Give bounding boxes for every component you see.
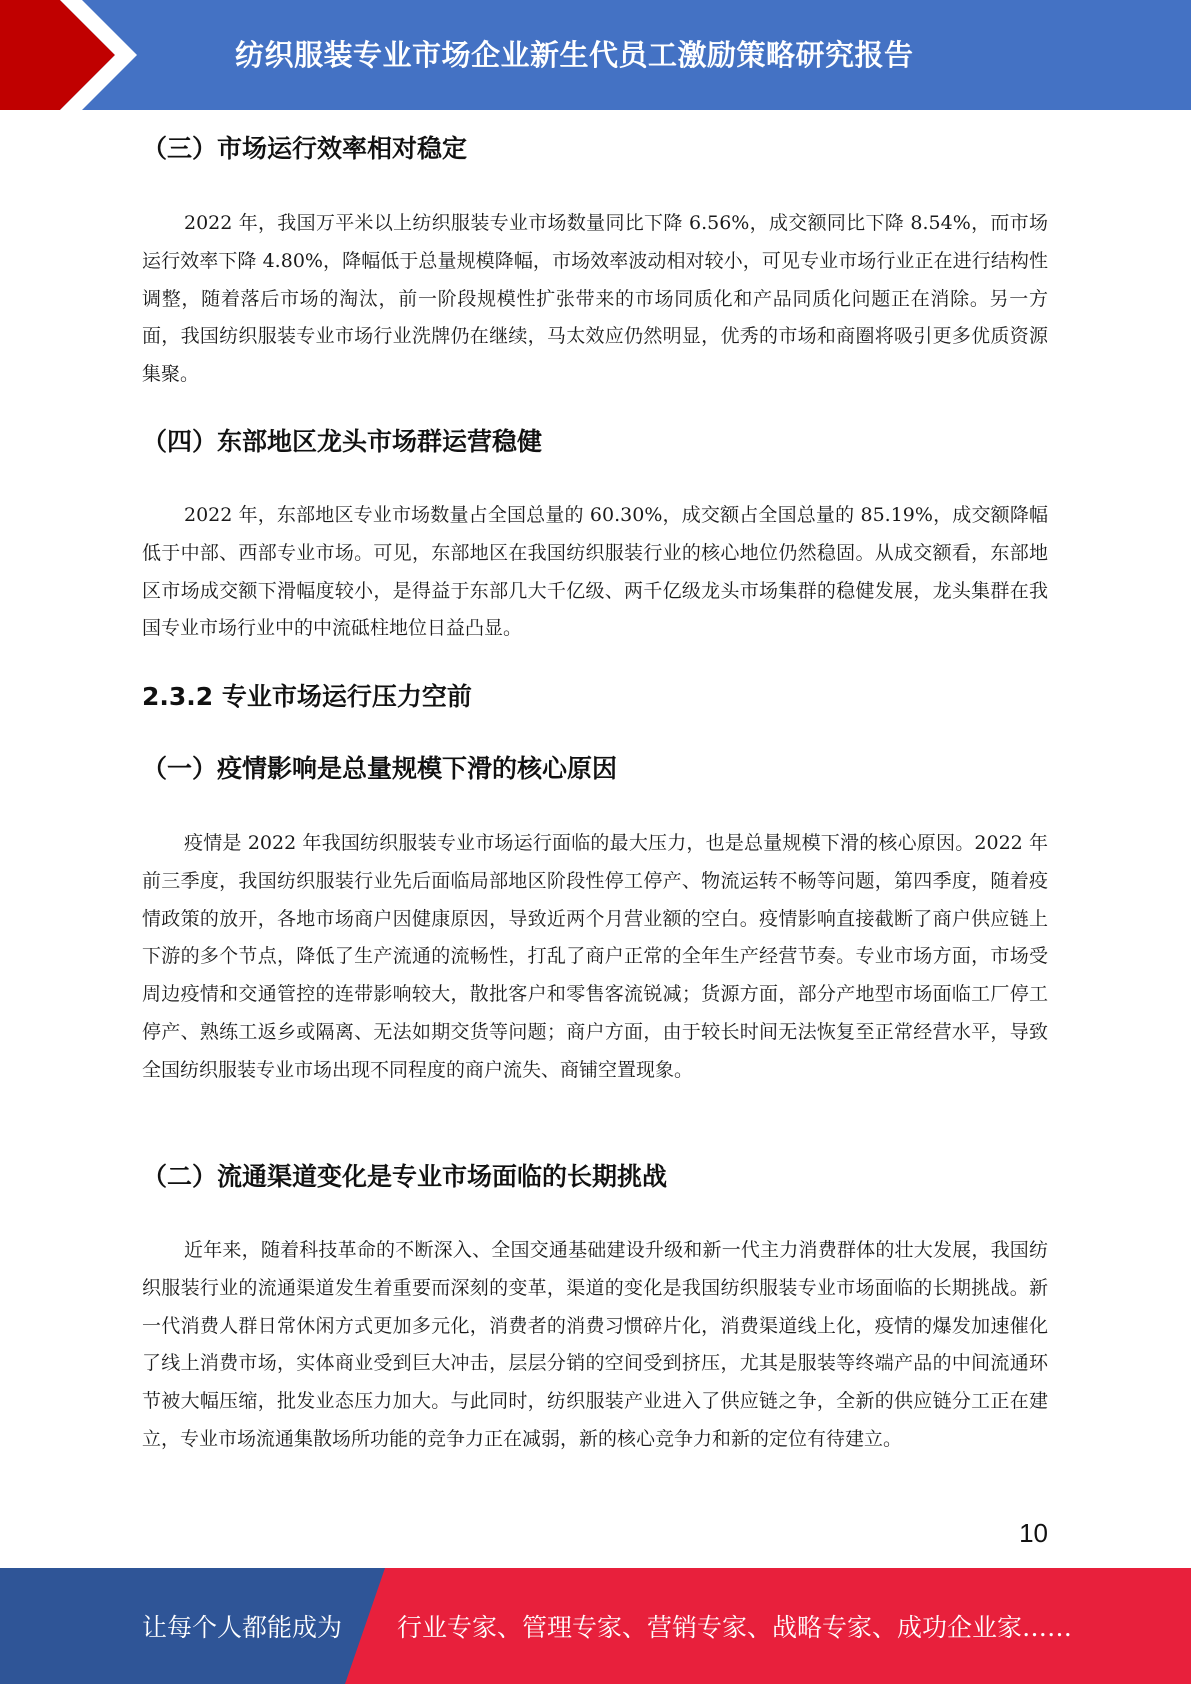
section-4-paragraph	[142, 497, 1048, 648]
paragraph-text: 疫情是 2022 年我国纺织服装专业市场运行面临的最大压力，也是总量规模下滑的核心原因。2022 年前三季度，我国纺织服装行业先后面临局部地区阶段性停工停产、物流运转不畅等问题，第四季度，随着疫情政策的放开，各地市场商户因健康原因，导致近两个月营业额的空白。疫情影响直接截断了商户供应链上下游的多个节点，降低了生产流通的流畅性，打乱了商户正常的全年生产经营节奏。专业市场方面，市场受周边疫情和交通管控的连带影响较大，散批客户和零售客流锐减；货源方面，部分产地型市场面临工厂停工停产、熟练工返乡或隔离、无法如期交货等问题；商户方面，由于较长时间无法恢复至正常经营水平，导致全国纺织服装专业市场出现不同程度的商户流失、商铺空置现象。	[142, 832, 1048, 1081]
page-header	[0, 0, 1191, 110]
header-arrow-decoration	[0, 0, 150, 110]
heading-text: （四）东部地区龙头市场群运营稳健	[142, 427, 543, 456]
heading-text: （三）市场运行效率相对稳定	[142, 134, 468, 163]
paragraph-text: 2022 年，我国万平米以上纺织服装专业市场数量同比下降 6.56%，成交额同比下降 8.54%，而市场运行效率下降 4.80%，降幅低于总量规模降幅，市场效率波动相对较小，可见专业市场行业正在进行结构性调整，随着落后市场的淘汰，前一阶段规模性扩张带来的市场同质化和产品同质化问题正在消除。另一方面，我国纺织服装专业市场行业洗牌仍在继续，马太效应仍然明显，优秀的市场和商圈将吸引更多优质资源集聚。	[142, 212, 1048, 386]
page-footer	[0, 1568, 1191, 1684]
section-3-paragraph	[142, 205, 1048, 394]
footer-slogan-left: 让每个人都能成为	[142, 1613, 343, 1642]
section-4-heading	[142, 425, 1048, 459]
paragraph-text: 2022 年，东部地区专业市场数量占全国总量的 60.30%，成交额占全国总量的 85.19%，成交额降幅低于中部、西部专业市场。可见，东部地区在我国纺织服装行业的核心地位仍然稳固。从成交额看，东部地区市场成交额下滑幅度较小，是得益于东部几大千亿级、两千亿级龙头市场集群的稳健发展，龙头集群在我国专业市场行业中的中流砥柱地位日益凸显。	[142, 504, 1048, 640]
footer-slogan-right: 行业专家、管理专家、营销专家、战略专家、成功企业家……	[397, 1613, 1073, 1642]
heading-text: （一）疫情影响是总量规模下滑的核心原因	[142, 754, 618, 783]
section-2-paragraph	[142, 1232, 1048, 1459]
subsection-title: 2.3.2 专业市场运行压力空前	[142, 682, 472, 711]
report-title: 纺织服装专业市场企业新生代员工激励策略研究报告	[235, 38, 914, 72]
heading-text: （二）流通渠道变化是专业市场面临的长期挑战	[142, 1162, 668, 1191]
section-1-heading	[142, 752, 1048, 786]
section-2-heading	[142, 1160, 1048, 1194]
section-3-heading	[142, 132, 1048, 166]
page-number: 10	[1019, 1518, 1048, 1548]
section-1-paragraph	[142, 825, 1048, 1090]
paragraph-text: 近年来，随着科技革命的不断深入、全国交通基础建设升级和新一代主力消费群体的壮大发展，我国纺织服装行业的流通渠道发生着重要而深刻的变革，渠道的变化是我国纺织服装专业市场面临的长期挑战。新一代消费人群日常休闲方式更加多元化，消费者的消费习惯碎片化，消费渠道线上化，疫情的爆发加速催化了线上消费市场，实体商业受到巨大冲击，层层分销的空间受到挤压，尤其是服装等终端产品的中间流通环节被大幅压缩，批发业态压力加大。与此同时，纺织服装产业进入了供应链之争，全新的供应链分工正在建立，专业市场流通集散场所功能的竞争力正在减弱，新的核心竞争力和新的定位有待建立。	[142, 1239, 1048, 1450]
subsection-2-3-2-heading	[142, 680, 1048, 714]
